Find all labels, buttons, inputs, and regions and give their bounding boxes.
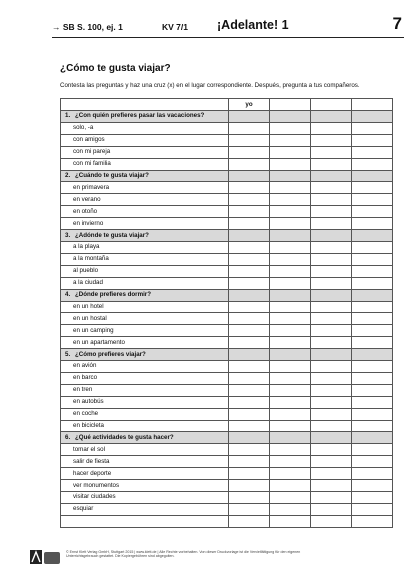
worksheet-title: ¿Cómo te gusta viajar? xyxy=(60,63,171,74)
option-label: en invierno xyxy=(61,218,229,230)
question-number: 6. xyxy=(65,433,71,441)
answer-checkbox-cell[interactable] xyxy=(311,492,352,504)
answer-checkbox-cell[interactable] xyxy=(311,408,352,420)
answer-checkbox-cell[interactable] xyxy=(270,492,311,504)
option-row xyxy=(61,158,393,170)
answer-checkbox-cell[interactable] xyxy=(229,206,270,218)
answer-checkbox-cell[interactable] xyxy=(270,420,311,432)
option-row xyxy=(61,325,393,337)
question-text: ¿Adónde te gusta viajar? xyxy=(75,231,149,239)
option-row xyxy=(61,253,393,265)
answer-checkbox-cell[interactable] xyxy=(311,146,352,158)
answer-checkbox-cell[interactable] xyxy=(311,134,352,146)
answer-checkbox-cell[interactable] xyxy=(352,420,393,432)
question-answer-cell xyxy=(352,289,393,301)
question-text: ¿Qué actividades te gusta hacer? xyxy=(75,433,174,441)
question-label xyxy=(61,432,229,444)
question-row xyxy=(61,349,393,361)
answer-checkbox-cell[interactable] xyxy=(352,241,393,253)
answer-checkbox-cell[interactable] xyxy=(229,134,270,146)
answer-checkbox-cell[interactable] xyxy=(229,194,270,206)
answer-checkbox-cell[interactable] xyxy=(229,265,270,277)
option-row xyxy=(61,301,393,313)
option-row xyxy=(61,146,393,158)
option-row xyxy=(61,492,393,504)
question-row xyxy=(61,289,393,301)
answer-checkbox-cell[interactable] xyxy=(270,444,311,456)
answer-checkbox-cell[interactable] xyxy=(229,372,270,384)
option-row xyxy=(61,182,393,194)
question-answer-cell xyxy=(229,170,270,182)
answer-checkbox-cell[interactable] xyxy=(311,253,352,265)
option-label: al pueblo xyxy=(61,265,229,277)
table-header-row xyxy=(61,99,393,111)
option-label: hacer deporte xyxy=(61,468,229,480)
question-answer-cell xyxy=(352,111,393,123)
option-label: ver monumentos xyxy=(61,480,229,492)
answer-checkbox-cell[interactable] xyxy=(229,325,270,337)
answer-checkbox-cell[interactable] xyxy=(270,301,311,313)
answer-checkbox-cell[interactable] xyxy=(270,134,311,146)
answer-checkbox-cell[interactable] xyxy=(270,277,311,289)
answer-checkbox-cell[interactable] xyxy=(270,325,311,337)
answer-checkbox-cell[interactable] xyxy=(229,420,270,432)
option-row xyxy=(61,241,393,253)
answer-checkbox-cell[interactable] xyxy=(229,492,270,504)
answer-checkbox-cell[interactable] xyxy=(352,444,393,456)
question-label xyxy=(61,289,229,301)
option-row xyxy=(61,480,393,492)
question-answer-cell xyxy=(311,349,352,361)
answer-checkbox-cell[interactable] xyxy=(229,218,270,230)
answer-checkbox-cell[interactable] xyxy=(352,468,393,480)
option-label: en bicicleta xyxy=(61,420,229,432)
answer-checkbox-cell[interactable] xyxy=(270,384,311,396)
option-row xyxy=(61,194,393,206)
answer-checkbox-cell[interactable] xyxy=(311,182,352,194)
option-label: en tren xyxy=(61,384,229,396)
instructions: Contesta las preguntas y haz una cruz (x) en el lugar correspondiente. Después, pregunta a tus compañeros. xyxy=(60,82,360,89)
answer-checkbox-cell[interactable] xyxy=(270,515,311,527)
question-answer-cell xyxy=(352,349,393,361)
answer-checkbox-cell[interactable] xyxy=(352,515,393,527)
answer-checkbox-cell[interactable] xyxy=(229,361,270,373)
answer-checkbox-cell[interactable] xyxy=(270,158,311,170)
question-number: 5. xyxy=(65,350,71,358)
answer-checkbox-cell[interactable] xyxy=(270,241,311,253)
question-row xyxy=(61,111,393,123)
option-row xyxy=(61,444,393,456)
answer-checkbox-cell[interactable] xyxy=(270,456,311,468)
option-label: solo, -a xyxy=(61,122,229,134)
question-answer-cell xyxy=(311,111,352,123)
option-label: con amigos xyxy=(61,134,229,146)
answer-checkbox-cell[interactable] xyxy=(352,384,393,396)
question-answer-cell xyxy=(270,230,311,242)
answer-checkbox-cell[interactable] xyxy=(311,218,352,230)
answer-checkbox-cell[interactable] xyxy=(270,253,311,265)
question-answer-cell xyxy=(352,230,393,242)
answer-checkbox-cell[interactable] xyxy=(229,503,270,515)
answer-checkbox-cell[interactable] xyxy=(311,158,352,170)
answer-checkbox-cell[interactable] xyxy=(270,218,311,230)
answer-checkbox-cell[interactable] xyxy=(270,361,311,373)
answer-checkbox-cell[interactable] xyxy=(352,456,393,468)
option-label: con mi pareja xyxy=(61,146,229,158)
answer-checkbox-cell[interactable] xyxy=(229,301,270,313)
page-number: 7 xyxy=(392,14,402,33)
survey-table xyxy=(60,98,393,528)
option-label: en primavera xyxy=(61,182,229,194)
answer-checkbox-cell[interactable] xyxy=(229,253,270,265)
question-answer-cell xyxy=(352,170,393,182)
option-row xyxy=(61,134,393,146)
answer-checkbox-cell[interactable] xyxy=(311,122,352,134)
answer-checkbox-cell[interactable] xyxy=(229,480,270,492)
question-answer-cell xyxy=(311,170,352,182)
option-row xyxy=(61,206,393,218)
answer-checkbox-cell[interactable] xyxy=(270,122,311,134)
answer-checkbox-cell[interactable] xyxy=(352,218,393,230)
option-label: a la ciudad xyxy=(61,277,229,289)
answer-checkbox-cell[interactable] xyxy=(229,515,270,527)
answer-checkbox-cell[interactable] xyxy=(311,241,352,253)
answer-checkbox-cell[interactable] xyxy=(229,313,270,325)
answer-checkbox-cell[interactable] xyxy=(229,468,270,480)
option-label: a la playa xyxy=(61,241,229,253)
question-answer-cell xyxy=(352,432,393,444)
option-row xyxy=(61,337,393,349)
option-row xyxy=(61,420,393,432)
question-answer-cell xyxy=(270,432,311,444)
answer-checkbox-cell[interactable] xyxy=(311,444,352,456)
question-answer-cell xyxy=(270,349,311,361)
option-label: con mi familia xyxy=(61,158,229,170)
option-label: en verano xyxy=(61,194,229,206)
answer-checkbox-cell[interactable] xyxy=(229,241,270,253)
answer-checkbox-cell[interactable] xyxy=(270,408,311,420)
survey-table-body xyxy=(61,99,393,528)
answer-checkbox-cell[interactable] xyxy=(352,158,393,170)
answer-checkbox-cell[interactable] xyxy=(352,194,393,206)
answer-checkbox-cell[interactable] xyxy=(311,396,352,408)
answer-checkbox-cell[interactable] xyxy=(352,408,393,420)
answer-checkbox-cell[interactable] xyxy=(311,372,352,384)
book-title: ¡Adelante! 1 xyxy=(217,18,289,32)
column-header-yo: yo xyxy=(229,99,270,111)
question-answer-cell xyxy=(229,432,270,444)
question-number: 3. xyxy=(65,231,71,239)
answer-checkbox-cell[interactable] xyxy=(311,313,352,325)
answer-checkbox-cell[interactable] xyxy=(352,325,393,337)
answer-checkbox-cell[interactable] xyxy=(270,372,311,384)
answer-checkbox-cell[interactable] xyxy=(270,396,311,408)
klett-brand-icon xyxy=(44,552,60,564)
answer-checkbox-cell[interactable] xyxy=(352,134,393,146)
answer-checkbox-cell[interactable] xyxy=(311,468,352,480)
option-label: en otoño xyxy=(61,206,229,218)
answer-checkbox-cell[interactable] xyxy=(229,396,270,408)
question-row xyxy=(61,432,393,444)
option-label: en autobús xyxy=(61,396,229,408)
answer-checkbox-cell[interactable] xyxy=(229,277,270,289)
question-answer-cell xyxy=(270,170,311,182)
answer-checkbox-cell[interactable] xyxy=(270,194,311,206)
answer-checkbox-cell[interactable] xyxy=(311,456,352,468)
answer-checkbox-cell[interactable] xyxy=(352,206,393,218)
option-row xyxy=(61,396,393,408)
answer-checkbox-cell[interactable] xyxy=(229,384,270,396)
column-header-blank xyxy=(311,99,352,111)
option-row xyxy=(61,313,393,325)
question-label xyxy=(61,230,229,242)
answer-checkbox-cell[interactable] xyxy=(352,480,393,492)
answer-checkbox-cell[interactable] xyxy=(352,182,393,194)
answer-checkbox-cell[interactable] xyxy=(352,313,393,325)
question-answer-cell xyxy=(311,230,352,242)
copyright-notice: © Ernst Klett Verlag GmbH, Stuttgart 2015 | www.klett.de | Alle Rechte vorbehalten. Von dieser Druckvorlage ist die Vervielfältigung für den eigenen Unterrichtsgebrauch gestattet. Die Kopiergebühren sind abgegolten. xyxy=(66,550,301,559)
question-answer-cell xyxy=(229,230,270,242)
header-blank-cell xyxy=(61,99,229,111)
question-answer-cell xyxy=(311,289,352,301)
answer-checkbox-cell[interactable] xyxy=(270,206,311,218)
question-text: ¿Dónde prefieres dormir? xyxy=(75,291,151,299)
answer-checkbox-cell[interactable] xyxy=(352,265,393,277)
answer-checkbox-cell[interactable] xyxy=(229,337,270,349)
option-label: en un camping xyxy=(61,325,229,337)
answer-checkbox-cell[interactable] xyxy=(311,480,352,492)
answer-checkbox-cell[interactable] xyxy=(229,456,270,468)
option-row xyxy=(61,503,393,515)
answer-checkbox-cell[interactable] xyxy=(270,265,311,277)
option-label: esquiar xyxy=(61,503,229,515)
option-row xyxy=(61,384,393,396)
option-label: en un apartamento xyxy=(61,337,229,349)
option-label: tomar el sol xyxy=(61,444,229,456)
answer-checkbox-cell[interactable] xyxy=(270,313,311,325)
survey-table-container xyxy=(60,98,392,528)
answer-checkbox-cell[interactable] xyxy=(311,361,352,373)
option-label: visitar ciudades xyxy=(61,492,229,504)
question-number: 1. xyxy=(65,112,71,120)
question-row xyxy=(61,230,393,242)
answer-checkbox-cell[interactable] xyxy=(352,337,393,349)
question-answer-cell xyxy=(270,111,311,123)
answer-checkbox-cell[interactable] xyxy=(311,325,352,337)
answer-checkbox-cell[interactable] xyxy=(270,182,311,194)
answer-checkbox-cell[interactable] xyxy=(352,492,393,504)
question-answer-cell xyxy=(229,349,270,361)
option-label: a la montaña xyxy=(61,253,229,265)
question-answer-cell xyxy=(229,111,270,123)
answer-checkbox-cell[interactable] xyxy=(352,253,393,265)
option-label: salir de fiesta xyxy=(61,456,229,468)
book-reference: → SB S. 100, ej. 1 xyxy=(52,22,123,32)
option-row xyxy=(61,265,393,277)
answer-checkbox-cell[interactable] xyxy=(311,515,352,527)
worksheet-code: KV 7/1 xyxy=(162,22,188,32)
option-row xyxy=(61,456,393,468)
answer-checkbox-cell[interactable] xyxy=(352,396,393,408)
option-label xyxy=(61,515,229,527)
question-answer-cell xyxy=(270,289,311,301)
answer-checkbox-cell[interactable] xyxy=(270,503,311,515)
answer-checkbox-cell[interactable] xyxy=(270,337,311,349)
answer-checkbox-cell[interactable] xyxy=(311,265,352,277)
answer-checkbox-cell[interactable] xyxy=(229,182,270,194)
answer-checkbox-cell[interactable] xyxy=(229,408,270,420)
answer-checkbox-cell[interactable] xyxy=(311,384,352,396)
answer-checkbox-cell[interactable] xyxy=(352,122,393,134)
option-row xyxy=(61,408,393,420)
option-label: en coche xyxy=(61,408,229,420)
option-label: en un hotel xyxy=(61,301,229,313)
answer-checkbox-cell[interactable] xyxy=(311,337,352,349)
answer-checkbox-cell[interactable] xyxy=(229,146,270,158)
answer-checkbox-cell[interactable] xyxy=(270,146,311,158)
column-header-blank xyxy=(270,99,311,111)
answer-checkbox-cell[interactable] xyxy=(270,468,311,480)
option-row xyxy=(61,468,393,480)
answer-checkbox-cell[interactable] xyxy=(311,503,352,515)
question-label xyxy=(61,349,229,361)
option-row xyxy=(61,122,393,134)
answer-checkbox-cell[interactable] xyxy=(311,277,352,289)
publisher-logo-icon xyxy=(30,550,42,564)
answer-checkbox-cell[interactable] xyxy=(352,277,393,289)
question-answer-cell xyxy=(311,432,352,444)
answer-checkbox-cell[interactable] xyxy=(229,158,270,170)
question-number: 4. xyxy=(65,291,71,299)
page-header xyxy=(52,12,404,38)
answer-checkbox-cell[interactable] xyxy=(311,420,352,432)
option-row xyxy=(61,277,393,289)
question-text: ¿Cómo prefieres viajar? xyxy=(75,350,146,358)
option-label: en avión xyxy=(61,361,229,373)
answer-checkbox-cell[interactable] xyxy=(352,372,393,384)
question-text: ¿Con quién prefieres pasar las vacaciones? xyxy=(75,112,205,120)
answer-checkbox-cell[interactable] xyxy=(311,301,352,313)
question-label xyxy=(61,170,229,182)
answer-checkbox-cell[interactable] xyxy=(352,146,393,158)
option-row xyxy=(61,372,393,384)
question-text: ¿Cuándo te gusta viajar? xyxy=(75,171,149,179)
page-footer xyxy=(30,548,400,570)
option-row xyxy=(61,361,393,373)
question-label xyxy=(61,111,229,123)
question-row xyxy=(61,170,393,182)
column-header-blank xyxy=(352,99,393,111)
answer-checkbox-cell[interactable] xyxy=(311,206,352,218)
question-number: 2. xyxy=(65,171,71,179)
answer-checkbox-cell[interactable] xyxy=(352,503,393,515)
option-row xyxy=(61,515,393,527)
option-row xyxy=(61,218,393,230)
answer-checkbox-cell[interactable] xyxy=(311,194,352,206)
answer-checkbox-cell[interactable] xyxy=(352,301,393,313)
answer-checkbox-cell[interactable] xyxy=(270,480,311,492)
answer-checkbox-cell[interactable] xyxy=(352,361,393,373)
option-label: en un hostal xyxy=(61,313,229,325)
question-answer-cell xyxy=(229,289,270,301)
answer-checkbox-cell[interactable] xyxy=(229,122,270,134)
option-label: en barco xyxy=(61,372,229,384)
answer-checkbox-cell[interactable] xyxy=(229,444,270,456)
